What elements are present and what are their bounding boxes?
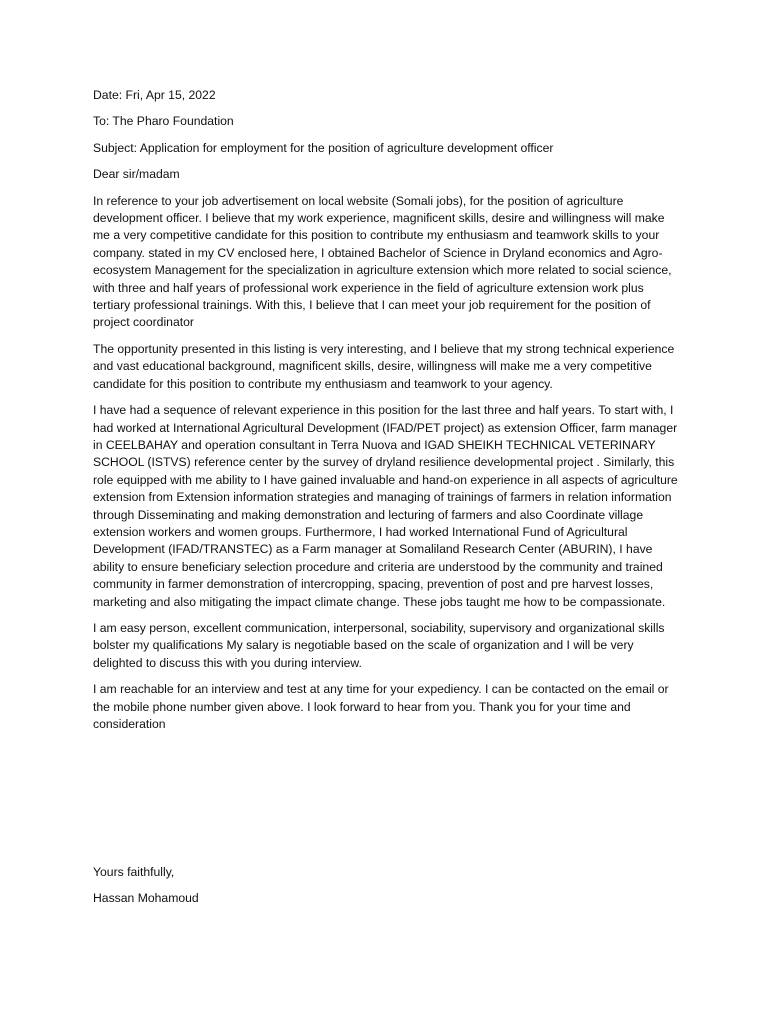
letter-body: [93, 87, 681, 742]
closing-phrase: Yours faithfully,: [93, 865, 175, 879]
paragraph-5: I am reachable for an interview and test at any time for your expediency. I can be contacted on the email or the mobile phone number given above. I look forward to hear from you. Thank you for your time and consideration: [93, 682, 669, 731]
paragraph-2: The opportunity presented in this listing is very interesting, and I believe that my strong technical experience and vast educational background, magnificent skills, desire, willingness will make me a very competitive candidate for this position to contribute my enthusiasm and teamwork to your agency.: [93, 341, 675, 391]
salutation: Dear sir/madam: [93, 167, 180, 182]
paragraph-1: In reference to your job advertisement on local website (Somali jobs), for the position of agriculture development officer. I believe that my work experience, magnificent skills, desire and willingness will make me a very competitive candidate for this position to contribute my enthusiasm and teamwork skills to your company. stated in my CV enclosed here, I obtained Bachelor of Science in Dryland economics and Agro-ecosystem Management for the specialization in agriculture extension which more related to social science, with three and half years of professional work experience in the field of agriculture extension work plus tertiary professional trainings. With this, I believe that I can meet your job requirement for the position of project coordinator: [93, 193, 672, 330]
date-line: Date: Fri, Apr 15, 2022: [93, 88, 216, 102]
paragraph-3: I have had a sequence of relevant experience in this position for the last three and half years. To start with, I had worked at International Agricultural Development (IFAD/PET project) as extension Officer, farm manager in CEELBAHAY and operation consultant in Terra Nuova and IGAD SHEIKH TECHNICAL VETERINARY SCHOOL (ISTVS) reference center by the survey of dryland resilience developmental project . Similarly, this role equipped with me ability to I have gained invaluable and hand-on experience in all aspects of agriculture extension from Extension information strategies and managing of trainings of farmers in relation information through Disseminating and making demonstration and lecturing of farmers and also Coordinate village extension workers and women groups. Furthermore, I had worked International Fund of Agricultural Development (IFAD/TRANSTEC) as a Farm manager at Somaliland Research Center (ABURIN), I have ability to ensure beneficiary selection procedure and criteria are understood by the community and trained community in farmer demonstration of intercropping, spacing, prevention of post and pre harvest losses, marketing and also mitigating the impact climate change. These jobs taught me how to be compassionate.: [93, 403, 678, 609]
subject-line: Subject: Application for employment for the position of agriculture development officer: [93, 140, 554, 155]
paragraph-4: I am easy person, excellent communication, interpersonal, sociability, supervisory and organizational skills bolster my qualifications My salary is negotiable based on the scale of organization and I will be very delighted to discuss this with you during interview.: [93, 620, 665, 670]
closing-block: [93, 864, 681, 917]
signature-name: Hassan Mohamoud: [93, 891, 199, 906]
recipient-line: To: The Pharo Foundation: [93, 114, 234, 129]
